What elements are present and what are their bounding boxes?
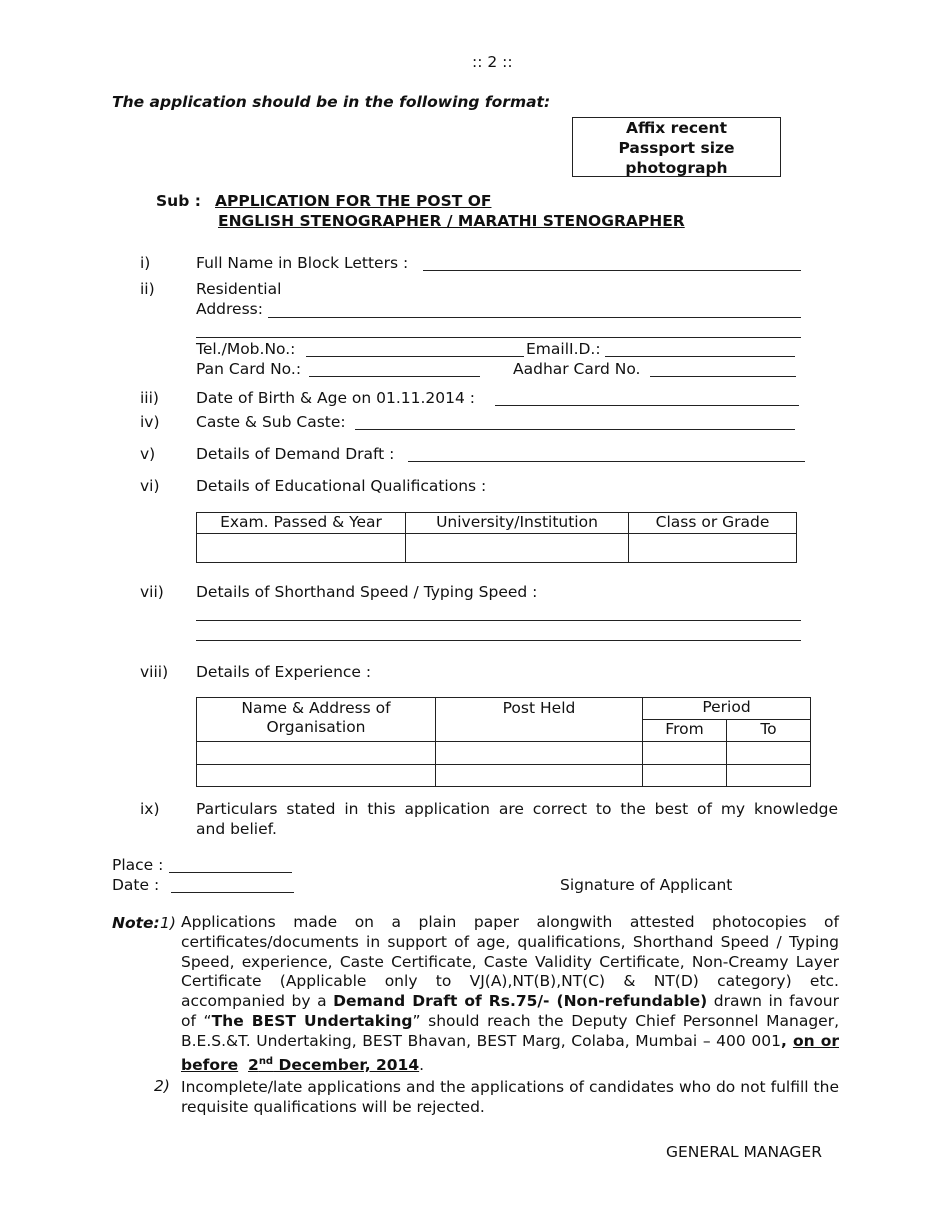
note-text: Applications made on a plain paper alongwith attested photocopies of certificates/documents in support of age, qualifications, Shorthand Speed / Typing Speed, experience, Caste Certificate, Caste Validity Certificate, Non-Creamy Layer Certificate (Applicable only to VJ(A),NT(B),NT(C) & NT(D) category) etc. accompanied by a [181,913,839,1011]
table-cell[interactable] [197,534,406,563]
date-label: Date : [112,876,160,894]
item-number: i) [140,254,151,272]
table-cell[interactable] [436,742,643,765]
note-paragraph-1 [181,913,839,1076]
table-header: Exam. Passed & Year [197,513,406,534]
table-header-row [197,698,811,720]
table-cell[interactable] [727,742,811,765]
table-cell[interactable] [643,742,727,765]
full-name-line[interactable] [423,270,801,271]
item-number: ii) [140,280,155,298]
footer-signatory: GENERAL MANAGER [666,1143,822,1161]
photo-box [572,117,781,177]
table-header: From [643,720,727,742]
subject-line-2: ENGLISH STENOGRAPHER / MARATHI STENOGRAPHER [218,212,685,230]
dob-label: Date of Birth & Age on 01.11.2014 : [196,389,476,407]
declaration-line-1: Particulars stated in this application are correct to the best of my knowledge [196,800,838,818]
table-cell[interactable] [727,765,811,787]
caste-label: Caste & Sub Caste: [196,413,346,431]
education-table [196,512,797,563]
photo-line-1: Affix recent [626,119,727,137]
demand-draft-line[interactable] [408,461,805,462]
address-label-1: Residential [196,280,282,298]
org-header-line-1: Name & Address of [241,699,391,717]
note-label: Note: [112,914,160,932]
table-cell[interactable] [643,765,727,787]
deadline-day: 2 [248,1055,259,1074]
item-number: iii) [140,389,159,407]
table-cell[interactable] [197,765,436,787]
table-header-row [197,513,797,534]
item-number: ix) [140,800,160,818]
speed-line-2[interactable] [196,640,801,641]
table-cell[interactable] [436,765,643,787]
dob-line[interactable] [495,405,799,406]
signature-label: Signature of Applicant [560,876,733,894]
note-paragraph-2: Incomplete/late applications and the applications of candidates who do not fulfill the requisite qualifications will be rejected. [181,1078,839,1116]
note-text: , [780,1031,793,1050]
speed-label: Details of Shorthand Speed / Typing Speed : [196,583,538,601]
place-label: Place : [112,856,164,874]
email-line[interactable] [605,356,795,357]
table-header: Period [643,698,811,720]
note-text: drawn in favour of “ [181,992,839,1030]
date-line[interactable] [171,892,294,893]
declaration-line-2: and belief. [196,820,277,838]
full-name-label: Full Name in Block Letters : [196,254,409,272]
email-label: EmailI.D.: [526,340,601,358]
aadhar-label: Aadhar Card No. [513,360,641,378]
note-text: . [419,1055,425,1074]
deadline-suffix: nd [258,1055,274,1067]
table-header [197,698,436,742]
caste-line[interactable] [355,429,795,430]
item-number: viii) [140,663,169,681]
subject-label: Sub : [156,192,201,210]
deadline-month-year: December, 2014 [273,1055,420,1074]
education-label: Details of Educational Qualifications : [196,477,487,495]
item-number: vii) [140,583,164,601]
aadhar-line[interactable] [650,376,796,377]
table-header: Class or Grade [629,513,797,534]
table-cell[interactable] [197,742,436,765]
demand-draft-label: Details of Demand Draft : [196,445,395,463]
address-label-2: Address: [196,300,263,318]
subject-line-1: APPLICATION FOR THE POST OF [215,192,492,210]
photo-line-3: photograph [625,159,728,177]
note-text: ” should reach the Deputy Chief Personnel Manager, B.E.S.&T. Undertaking, BEST Bhavan, BEST Marg, Colaba, Mumbai – 400 001 [181,1011,839,1050]
item-number: vi) [140,477,160,495]
item-number: iv) [140,413,160,431]
table-header: University/Institution [406,513,629,534]
table-cell[interactable] [406,534,629,563]
experience-label: Details of Experience : [196,663,372,681]
pan-label: Pan Card No.: [196,360,302,378]
table-header: Post Held [436,698,643,742]
tel-line[interactable] [306,356,524,357]
table-row [197,765,811,787]
photo-line-2: Passport size [618,139,735,157]
note-number-1: 1) [160,914,176,932]
address-line-1[interactable] [268,317,801,318]
deadline-prefix: on or before [181,1031,839,1074]
experience-table [196,697,811,787]
item-number: v) [140,445,156,463]
payee-text: The BEST Undertaking [211,1011,413,1030]
place-line[interactable] [169,872,292,873]
pan-line[interactable] [309,376,480,377]
table-cell[interactable] [629,534,797,563]
deadline-date [248,1056,419,1074]
table-header: To [727,720,811,742]
note-number-2: 2) [154,1077,170,1095]
table-row [197,534,797,563]
format-heading: The application should be in the following format: [112,93,551,111]
address-line-2[interactable] [196,337,801,338]
tel-label: Tel./Mob.No.: [196,340,296,358]
speed-line-1[interactable] [196,620,801,621]
table-row [197,742,811,765]
fee-text: Demand Draft of Rs.75/- (Non-refundable) [333,992,708,1011]
page-number: :: 2 :: [472,53,513,71]
org-header-line-2: Organisation [266,718,366,736]
